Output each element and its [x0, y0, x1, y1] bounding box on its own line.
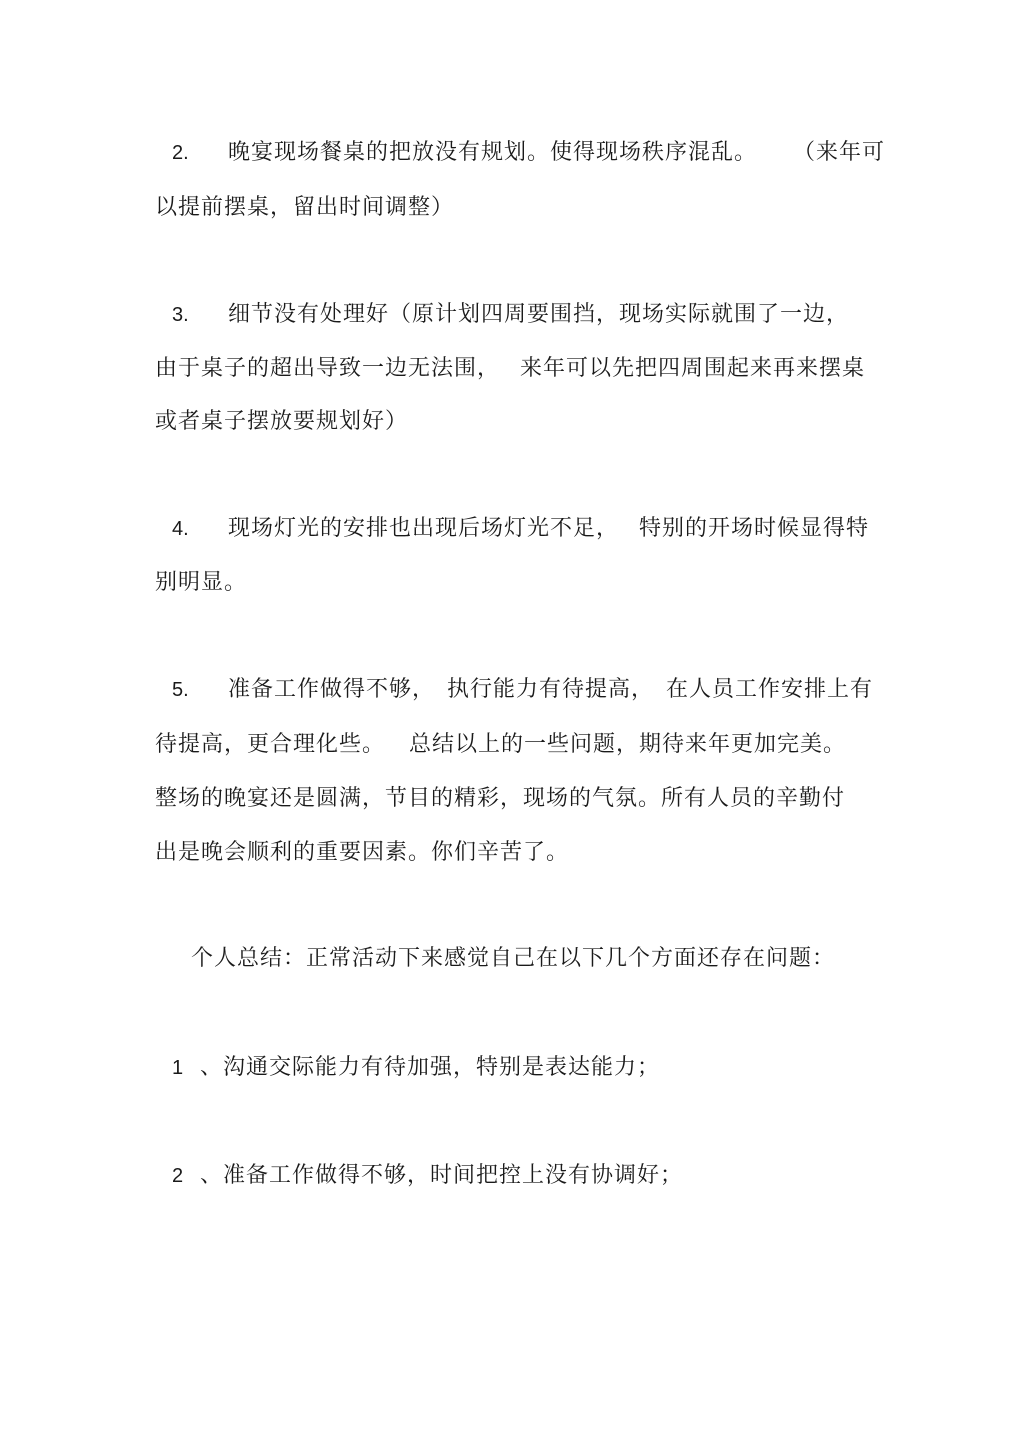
item-3-number: 3. [172, 304, 189, 326]
item-5-line-3: 整场的晚宴还是圆满，节目的精彩，现场的气氛。所有人员的辛勤付 [155, 786, 846, 811]
item-5-line-4: 出是晚会顺利的重要因素。你们辛苦了。 [155, 840, 570, 865]
item-3-line-1: 细节没有处理好（原计划四周要围挡，现场实际就围了一边， [228, 302, 850, 327]
item-4-line-1-a: 现场灯光的安排也出现后场灯光不足， [228, 516, 620, 541]
personal-item-1-number: 1 [172, 1057, 184, 1079]
item-5-line-2 [155, 730, 846, 760]
item-5-line-1 [228, 675, 873, 705]
item-4-line-2: 别明显。 [155, 570, 248, 595]
item-4-line-1 [228, 514, 869, 544]
item-2-line-1 [228, 138, 885, 168]
item-2-note: （来年可 [793, 140, 886, 165]
item-3-line-3: 或者桌子摆放要规划好） [155, 409, 409, 434]
item-4-number: 4. [172, 518, 189, 540]
item-3-line-2-a: 由于桌子的超出导致一边无法围， [155, 356, 501, 381]
personal-item-2-number: 2 [172, 1165, 184, 1187]
item-3-line-2 [155, 354, 865, 384]
item-5-line-1-a: 准备工作做得不够， [228, 677, 436, 702]
item-5-number: 5. [172, 679, 189, 701]
personal-item-1-text: 、沟通交际能力有待加强，特别是表达能力； [200, 1055, 661, 1080]
item-5-line-2-b: 总结以上的一些问题，期待来年更加完美。 [409, 732, 847, 757]
item-2-number: 2. [172, 142, 189, 164]
item-2-text: 晚宴现场餐桌的把放没有规划。使得现场秩序混乱。 [228, 140, 758, 165]
item-5-line-1-b: 执行能力有待提高， [447, 677, 655, 702]
personal-item-2-text: 、准备工作做得不够，时间把控上没有协调好； [200, 1163, 684, 1188]
item-5-line-2-a: 待提高，更合理化些。 [155, 732, 386, 757]
item-3-line-2-b: 来年可以先把四周围起来再来摆桌 [520, 356, 866, 381]
item-5-line-1-c: 在人员工作安排上有 [666, 677, 874, 702]
personal-summary: 个人总结：正常活动下来感觉自己在以下几个方面还存在问题： [191, 946, 836, 971]
item-2-line-2: 以提前摆桌，留出时间调整） [155, 195, 455, 220]
item-4-line-1-b: 特别的开场时候显得特 [639, 516, 870, 541]
